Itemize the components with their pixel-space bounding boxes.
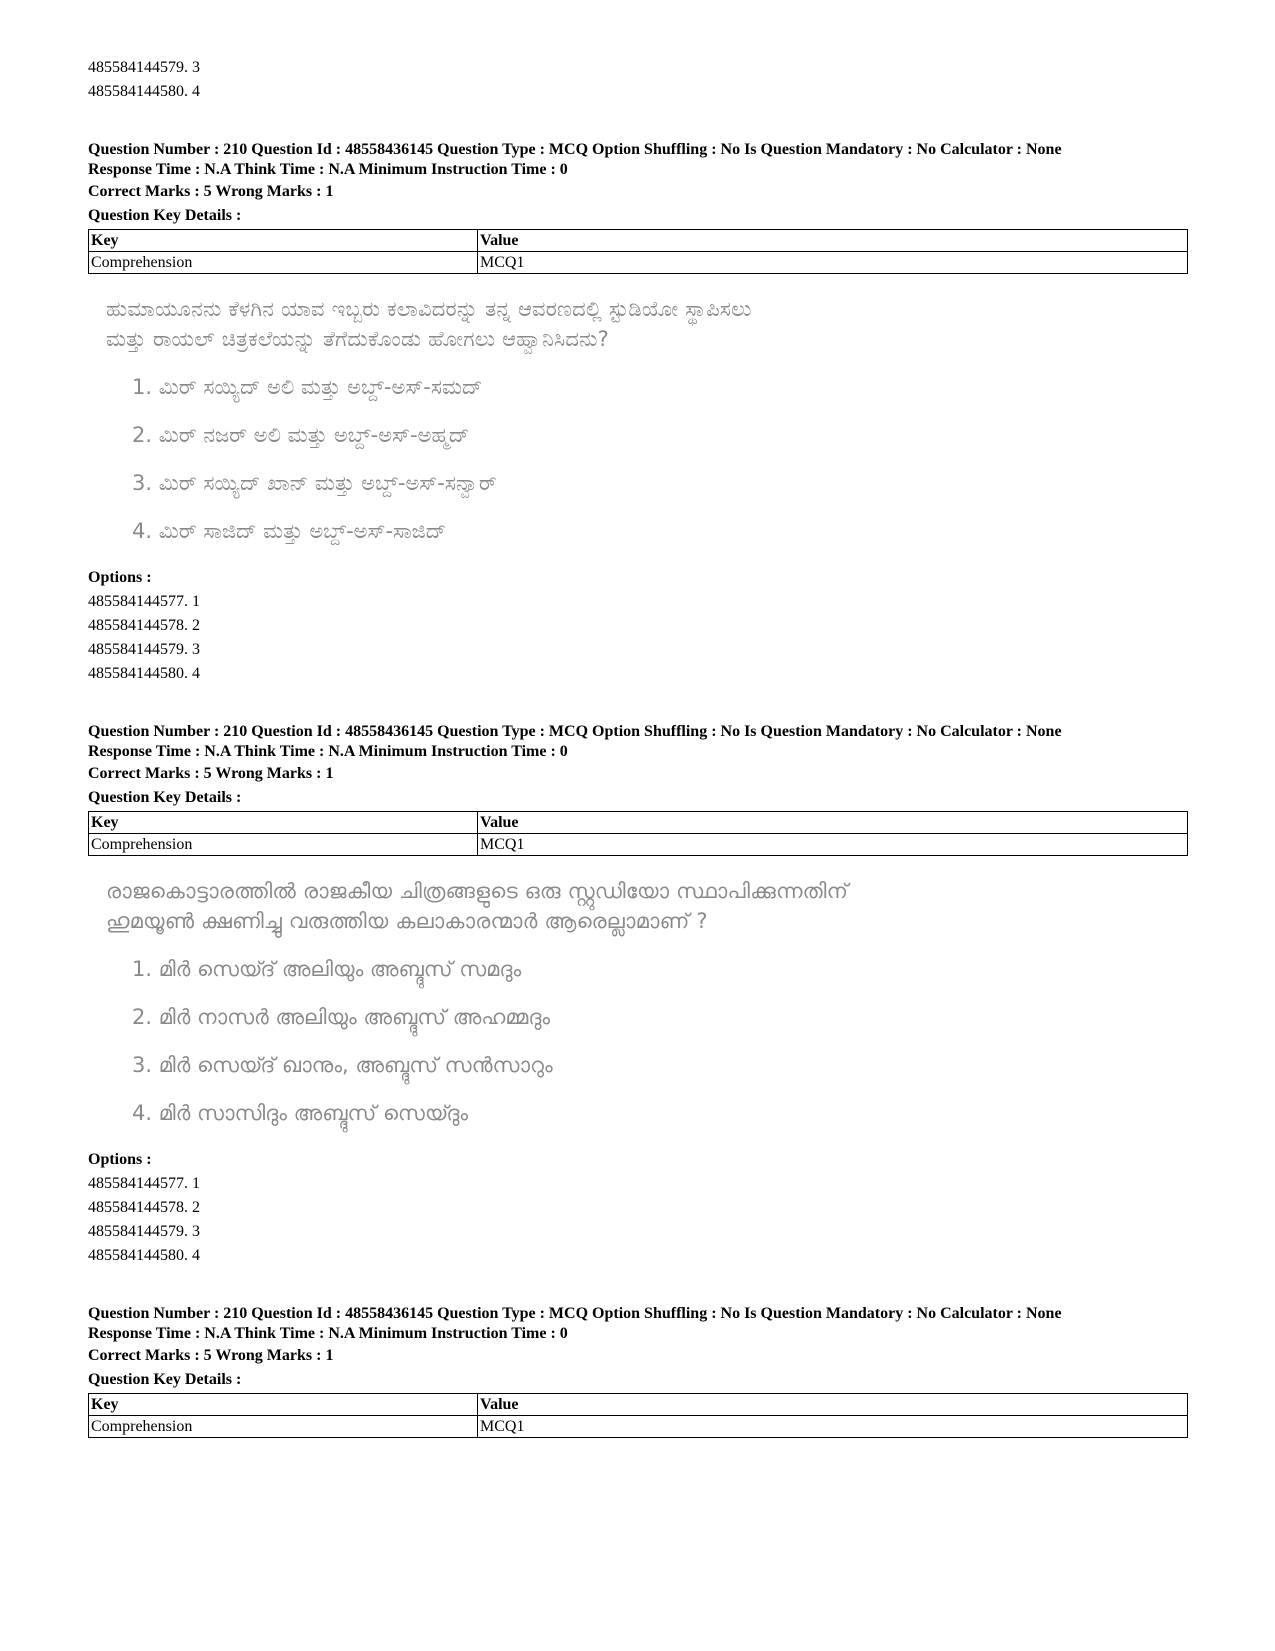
- key-details-table: [88, 229, 1188, 274]
- choice-item: 4. ಮಿರ್ ಸಾಜಿದ್ ಮತ್ತು ಅಬ್ದ್-ಅಸ್-ಸಾಜಿದ್: [132, 519, 447, 543]
- key-details-label: Question Key Details :: [88, 789, 242, 806]
- option-line: 485584144580. 4: [88, 665, 200, 682]
- options-label: Options :: [88, 1151, 152, 1168]
- table-cell-value: MCQ1: [478, 252, 1188, 274]
- table-cell-key: Comprehension: [89, 834, 478, 856]
- table-header-row: [89, 230, 1188, 252]
- top-options-list: [88, 56, 1188, 104]
- question-text-line: ಹುಮಾಯೂನನು ಕೆಳಗಿನ ಯಾವ ಇಬ್ಬರು ಕಲಾವಿದರನ್ನು ತನ್ನ ಆವರಣದಲ್ಲಿ ಸ್ಟುಡಿಯೋ ಸ್ಥಾಪಿಸಲು: [106, 297, 752, 321]
- choice-item: 1. മിർ സെയ്ദ് അലിയും അബ്ദുസ് സമദും: [132, 957, 522, 981]
- table-row: [89, 834, 1188, 856]
- question-image-malayalam: [106, 876, 1188, 1128]
- choice-item: 2. ಮಿರ್ ನಜರ್ ಅಲಿ ಮತ್ತು ಅಬ್ದ್-ಅಸ್-ಅಹ್ಮದ್: [132, 423, 470, 447]
- option-line: 485584144578. 2: [88, 1199, 200, 1216]
- question-header-line2: Response Time : N.A Think Time : N.A Minimum Instruction Time : 0: [88, 161, 568, 178]
- table-cell-value: MCQ1: [478, 834, 1188, 856]
- choice-item: 2. മിർ നാസർ അലിയും അബ്ദുസ് അഹമ്മദും: [132, 1005, 551, 1029]
- question-header-line2: Response Time : N.A Think Time : N.A Minimum Instruction Time : 0: [88, 1325, 568, 1342]
- choice-item: 4. മിർ സാസിദും അബ്ദുസ് സെയ്ദും: [132, 1101, 469, 1125]
- question-block-1: [88, 140, 1188, 686]
- question-block-2: [88, 722, 1188, 1268]
- document-page: [88, 56, 1188, 1438]
- table-header-key: Key: [89, 1394, 478, 1416]
- question-text-line: ಮತ್ತು ರಾಯಲ್ ಚಿತ್ರಕಲೆಯನ್ನು ತೆಗೆದುಕೊಂಡು ಹೋಗಲು ಆಹ್ವಾನಿಸಿದನು?: [106, 327, 610, 351]
- table-row: [89, 1416, 1188, 1438]
- question-header-line1: Question Number : 210 Question Id : 48558436145 Question Type : MCQ Option Shuffling : No Is Question Mandatory : No Calculator : None: [88, 723, 1062, 740]
- question-text-line: രാജകൊട്ടാരത്തിൽ രാജകീയ ചിത്രങ്ങളുടെ ഒരു സ്റ്റുഡിയോ സ്ഥാപിക്കുന്നതിന്: [106, 879, 849, 903]
- choice-item: 1. ಮಿರ್ ಸಯ್ಯಿದ್ ಅಲಿ ಮತ್ತು ಅಬ್ದ್-ಅಸ್-ಸಮದ್: [132, 375, 483, 399]
- table-header-key: Key: [89, 230, 478, 252]
- table-header-value: Value: [478, 812, 1188, 834]
- key-details-table: [88, 1393, 1188, 1438]
- question-image-kannada: [106, 294, 1188, 546]
- table-cell-key: Comprehension: [89, 252, 478, 274]
- question-header-line2: Response Time : N.A Think Time : N.A Minimum Instruction Time : 0: [88, 743, 568, 760]
- question-text-line: ഹുമയൂൺ ക്ഷണിച്ചു വരുത്തിയ കലാകാരന്മാർ ആരെല്ലാമാണ് ?: [106, 909, 708, 933]
- marks-line: Correct Marks : 5 Wrong Marks : 1: [88, 183, 334, 200]
- key-details-label: Question Key Details :: [88, 207, 242, 224]
- key-details-label: Question Key Details :: [88, 1371, 242, 1388]
- table-header-value: Value: [478, 230, 1188, 252]
- question-header-line1: Question Number : 210 Question Id : 48558436145 Question Type : MCQ Option Shuffling : No Is Question Mandatory : No Calculator : None: [88, 141, 1062, 158]
- table-header-row: [89, 812, 1188, 834]
- table-row: [89, 252, 1188, 274]
- key-details-table: [88, 811, 1188, 856]
- marks-line: Correct Marks : 5 Wrong Marks : 1: [88, 765, 334, 782]
- option-line: 485584144580. 4: [88, 1247, 200, 1264]
- options-label: Options :: [88, 569, 152, 586]
- marks-line: Correct Marks : 5 Wrong Marks : 1: [88, 1347, 334, 1364]
- option-line: 485584144579. 3: [88, 59, 200, 76]
- option-line: 485584144577. 1: [88, 593, 200, 610]
- option-line: 485584144579. 3: [88, 641, 200, 658]
- question-block-3: [88, 1304, 1188, 1438]
- table-cell-key: Comprehension: [89, 1416, 478, 1438]
- choice-item: 3. മിർ സെയ്ദ് ഖാനും, അബ്ദുസ് സൻസാറും: [132, 1053, 553, 1077]
- table-header-row: [89, 1394, 1188, 1416]
- option-line: 485584144580. 4: [88, 83, 200, 100]
- option-line: 485584144577. 1: [88, 1175, 200, 1192]
- question-header-line1: Question Number : 210 Question Id : 48558436145 Question Type : MCQ Option Shuffling : No Is Question Mandatory : No Calculator : None: [88, 1305, 1062, 1322]
- option-line: 485584144578. 2: [88, 617, 200, 634]
- table-header-value: Value: [478, 1394, 1188, 1416]
- choice-item: 3. ಮಿರ್ ಸಯ್ಯಿದ್ ಖಾನ್ ಮತ್ತು ಅಬ್ದ್-ಅಸ್-ಸನ್ವಾರ್: [132, 471, 497, 495]
- table-cell-value: MCQ1: [478, 1416, 1188, 1438]
- table-header-key: Key: [89, 812, 478, 834]
- option-line: 485584144579. 3: [88, 1223, 200, 1240]
